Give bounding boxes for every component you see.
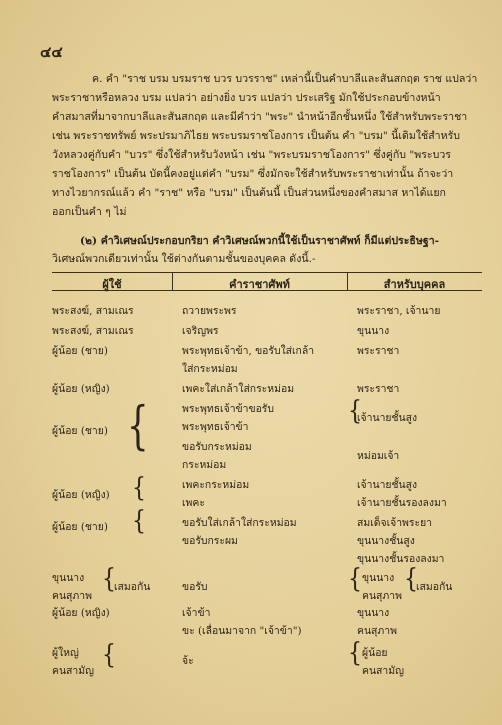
table-cell-person: สมเด็จเจ้าพระยา — [357, 517, 432, 529]
table-cell-user: ขุนนาง — [52, 572, 85, 584]
brace-glyph: { — [132, 506, 146, 537]
table-cell-term: ขอรับใส่เกล้าใส่กระหม่อม — [182, 517, 297, 529]
header-for-person: สำหรับบุคคล — [383, 278, 446, 291]
table-cell-term: เพคะ — [182, 497, 205, 509]
table-cell-user: พระสงฆ์, สามเณร — [52, 305, 134, 317]
paragraph-line: พระราชาหรือหลวง บรม แปลว่า อย่างยิ่ง บวร แปลว่า ประเสริฐ มักใช้ประกอบข้างหน้า — [52, 92, 441, 104]
table-cell-person: ขุนนางชั้นรองลงมา — [357, 553, 445, 565]
header-user: ผู้ใช้ — [102, 278, 122, 291]
table-cell-person: พระราชา, เจ้านาย — [357, 305, 441, 317]
table-cell-person: ขุนนาง — [362, 572, 395, 584]
table-cell-person: เสมอกัน — [416, 581, 453, 593]
brace-glyph: { — [404, 564, 418, 595]
paragraph-line: วังหลวงคู่กับคำ "บวร" ซึ่งใช้สำหรับวังหน้า เช่น "พระบรมราชโองการ" ซึ่งคู่กับ "พระบวร — [52, 149, 451, 161]
paragraph-line: ทางไวยากรณ์แล้ว คำ "ราช" หรือ "บรม" เป็นต้นนี้ เป็นส่วนหนึ่งของคำสมาส หาได้แยก — [52, 187, 446, 199]
table-cell-term: พระพุทธเจ้าข้าขอรับ — [182, 403, 274, 415]
table-cell-term: เจ้าข้า — [182, 607, 211, 619]
table-cell-term: ถวายพระพร — [182, 305, 237, 317]
table-cell-person: ขุนนางชั้นสูง — [357, 535, 415, 547]
section-line: (๒) คำวิเศษณ์ประกอบกริยา คำวิเศษณ์พวกนี้ใช้เป็นราชาศัพท์ ก็มีแต่ประธิษฐา- — [80, 235, 440, 247]
table-cell-term: เพคะใส่เกล้าใส่กระหม่อม — [182, 383, 295, 395]
table-cell-user: คนสุภาพ — [52, 590, 92, 602]
table-cell-person: ขุนนาง — [357, 325, 390, 337]
table-cell-person: คนสามัญ — [362, 665, 404, 677]
paragraph-c — [52, 70, 480, 222]
table-cell-term: พระพุทธเจ้าข้า — [182, 421, 249, 433]
table-cell-person: หม่อมเจ้า — [357, 450, 400, 462]
brace-glyph: { — [348, 564, 362, 595]
table-cell-person: พระราชา — [357, 345, 400, 357]
header-royal-term: คำราชาศัพท์ — [229, 278, 290, 291]
table-cell-person: เจ้านายชั้นรองลงมา — [357, 497, 447, 509]
table-cell-user: คนสามัญ — [52, 665, 94, 677]
paragraph-line: ราชโองการ" เป็นต้น บัดนี้คงอยู่แต่คำ "บรม" ซึ่งมักจะใช้สำหรับพระราชาเท่านั้น ถ้าจะว่า — [52, 168, 454, 180]
table-cell-user: ผู้น้อย (ชาย) — [52, 521, 108, 533]
table-cell-term: ใส่กระหม่อม — [182, 363, 238, 375]
brace-glyph: { — [102, 640, 116, 671]
paragraph-line: เช่น พระราชทรัพย์ พระปรมาภิไธย พระบรมราชโองการ เป็นต้น คำ "บรม" นี้เดิมใช้สำหรับ — [52, 130, 461, 142]
table-cell-user: ผู้น้อย (หญิง) — [52, 607, 110, 619]
table-cell-user: ผู้น้อย (หญิง) — [52, 383, 110, 395]
table-cell-person: เจ้านายชั้นสูง — [357, 412, 418, 424]
brace-glyph: { — [348, 396, 362, 427]
brace-glyph: { — [102, 564, 116, 595]
brace-glyph: { — [132, 473, 146, 504]
table-cell-term: เจริญพร — [182, 325, 219, 337]
table-cell-person: ผู้น้อย — [362, 647, 388, 659]
page-number: ๔๔ — [40, 43, 63, 61]
table-cell-term: จ้ะ — [182, 655, 194, 667]
brace-glyph: { — [348, 638, 362, 669]
table-cell-person: คนสุภาพ — [362, 590, 402, 602]
table-cell-term: ขอรับกระหม่อม — [182, 441, 252, 453]
table-cell-user: ผู้น้อย (ชาย) — [52, 345, 108, 357]
paragraph-line: ค. คำ "ราช บรม บรมราช บวร บวรราช" เหล่านี้เป็นคำบาลีและสันสกฤต ราช แปลว่า — [92, 73, 478, 85]
table-cell-term: ขอรับกระผม — [182, 535, 238, 547]
table-cell-term: ขอรับ — [182, 581, 208, 593]
table-cell-user: ผู้น้อย (ชาย) — [52, 425, 108, 437]
table-cell-person: พระราชา — [357, 383, 400, 395]
section-intro — [52, 232, 480, 268]
table-top-rule — [52, 272, 482, 273]
table-cell-user: ผู้ใหญ่ — [52, 647, 79, 659]
royal-vocabulary-table — [52, 272, 482, 702]
table-cell-term: เพคะกระหม่อม — [182, 479, 250, 491]
table-cell-term: ขะ (เลื่อนมาจาก "เจ้าข้า") — [182, 625, 302, 637]
table-cell-user: เสมอกัน — [114, 581, 151, 593]
table-cell-person: เจ้านายชั้นสูง — [357, 479, 418, 491]
table-cell-term: พระพุทธเจ้าข้า, ขอรับใส่เกล้า — [182, 345, 315, 357]
table-cell-user: พระสงฆ์, สามเณร — [52, 325, 134, 337]
section-line: วิเศษณ์พวกเดียวเท่านั้น ใช้ต่างกันตามชั้นของบุคคล ดังนี้.- — [52, 253, 316, 265]
paragraph-line: คำสมาสที่มาจากบาลีและสันสกฤต และมีคำว่า "พระ" นำหน้าอีกชั้นหนึ่ง ใช้สำหรับพระราชา — [52, 111, 468, 123]
table-cell-person: ขุนนาง — [357, 607, 390, 619]
paragraph-line: ออกเป็นคำ ๆ ไม่ — [52, 206, 127, 218]
table-cell-term: กระหม่อม — [182, 459, 227, 471]
table-cell-person: คนสุภาพ — [357, 625, 397, 637]
table-cell-user: ผู้น้อย (หญิง) — [52, 489, 110, 501]
brace-glyph: { — [127, 396, 149, 457]
